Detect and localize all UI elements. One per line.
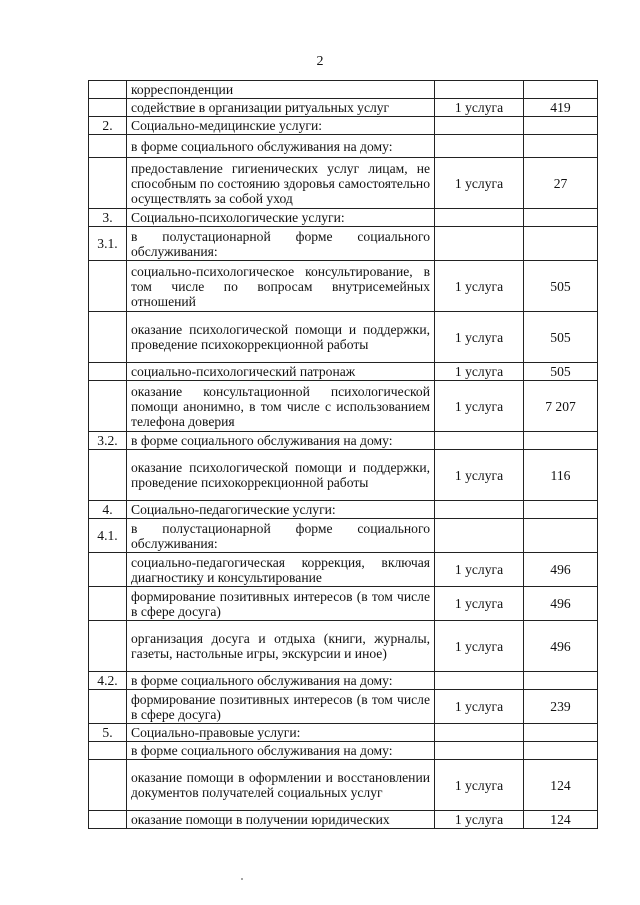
- unit-of-service: [435, 501, 524, 519]
- unit-of-service: 1 услуга: [435, 450, 524, 501]
- row-number: [89, 450, 127, 501]
- service-name: оказание психологической помощи и поддержки, проведение психокоррекционной работы: [127, 312, 435, 363]
- service-name: в форме социального обслуживания на дому:: [127, 672, 435, 690]
- tariff-value: [524, 672, 598, 690]
- row-number: [89, 760, 127, 811]
- page-number: 2: [316, 54, 324, 69]
- table-row: [89, 450, 598, 501]
- service-name: Социально-педагогические услуги:: [127, 501, 435, 519]
- tariff-value: 116: [524, 450, 598, 501]
- services-table: [88, 80, 598, 829]
- tariff-value: 505: [524, 261, 598, 312]
- service-name: содействие в организации ритуальных услуг: [127, 99, 435, 117]
- table-row: [89, 227, 598, 261]
- service-name: в форме социального обслуживания на дому:: [127, 742, 435, 760]
- service-name: в форме социального обслуживания на дому:: [127, 135, 435, 158]
- table-row: [89, 501, 598, 519]
- tariff-value: [524, 432, 598, 450]
- table-row: [89, 99, 598, 117]
- unit-of-service: [435, 227, 524, 261]
- tariff-value: [524, 81, 598, 99]
- row-number: [89, 363, 127, 381]
- row-number: [89, 587, 127, 621]
- row-number: 3.: [89, 209, 127, 227]
- table-row: [89, 432, 598, 450]
- unit-of-service: [435, 209, 524, 227]
- unit-of-service: [435, 742, 524, 760]
- table-row: [89, 158, 598, 209]
- unit-of-service: 1 услуга: [435, 811, 524, 829]
- table-row: [89, 690, 598, 724]
- tariff-value: [524, 742, 598, 760]
- row-number: 5.: [89, 724, 127, 742]
- row-number: [89, 135, 127, 158]
- unit-of-service: 1 услуга: [435, 363, 524, 381]
- tariff-value: 496: [524, 587, 598, 621]
- tariff-value: [524, 209, 598, 227]
- table-row: [89, 135, 598, 158]
- row-number: [89, 158, 127, 209]
- row-number: 4.1.: [89, 519, 127, 553]
- service-name: Социально-медицинские услуги:: [127, 117, 435, 135]
- unit-of-service: 1 услуга: [435, 312, 524, 363]
- tariff-value: 124: [524, 760, 598, 811]
- service-name: организация досуга и отдыха (книги, журналы, газеты, настольные игры, экскурсии и иное): [127, 621, 435, 672]
- row-number: 3.2.: [89, 432, 127, 450]
- service-name: в форме социального обслуживания на дому:: [127, 432, 435, 450]
- service-name: социально-психологический патронаж: [127, 363, 435, 381]
- service-name: Социально-психологические услуги:: [127, 209, 435, 227]
- table-row: [89, 81, 598, 99]
- unit-of-service: [435, 432, 524, 450]
- table-row: [89, 811, 598, 829]
- service-name: оказание помощи в получении юридических: [127, 811, 435, 829]
- row-number: 3.1.: [89, 227, 127, 261]
- service-name: оказание помощи в оформлении и восстановлении документов получателей социальных услуг: [127, 760, 435, 811]
- table-row: [89, 587, 598, 621]
- unit-of-service: 1 услуга: [435, 760, 524, 811]
- tariff-value: 419: [524, 99, 598, 117]
- tariff-value: 27: [524, 158, 598, 209]
- tariff-value: 505: [524, 363, 598, 381]
- tariff-value: 124: [524, 811, 598, 829]
- tariff-value: 239: [524, 690, 598, 724]
- row-number: [89, 381, 127, 432]
- tariff-value: [524, 135, 598, 158]
- tariff-value: 505: [524, 312, 598, 363]
- table-row: [89, 742, 598, 760]
- service-name: социально-психологическое консультирование, в том числе по вопросам внутрисемейных отношений: [127, 261, 435, 312]
- service-name: предоставление гигиенических услуг лицам, не способным по состоянию здоровья самостоятельно осуществлять за собой уход: [127, 158, 435, 209]
- unit-of-service: 1 услуга: [435, 553, 524, 587]
- row-number: [89, 742, 127, 760]
- service-name: в полустационарной форме социального обслуживания:: [127, 227, 435, 261]
- service-name: социально-педагогическая коррекция, включая диагностику и консультирование: [127, 553, 435, 587]
- service-name: корреспонденции: [127, 81, 435, 99]
- table-row: [89, 760, 598, 811]
- service-name: формирование позитивных интересов (в том числе в сфере досуга): [127, 587, 435, 621]
- scan-speck: [241, 878, 243, 880]
- unit-of-service: 1 услуга: [435, 99, 524, 117]
- table-row: [89, 261, 598, 312]
- table-row: [89, 553, 598, 587]
- table-row: [89, 672, 598, 690]
- tariff-value: 7 207: [524, 381, 598, 432]
- tariff-value: 496: [524, 553, 598, 587]
- service-name: в полустационарной форме социального обслуживания:: [127, 519, 435, 553]
- unit-of-service: 1 услуга: [435, 381, 524, 432]
- table-row: [89, 312, 598, 363]
- tariff-value: [524, 117, 598, 135]
- unit-of-service: [435, 81, 524, 99]
- service-name: Социально-правовые услуги:: [127, 724, 435, 742]
- unit-of-service: [435, 724, 524, 742]
- row-number: 2.: [89, 117, 127, 135]
- table-row: [89, 117, 598, 135]
- row-number: [89, 553, 127, 587]
- row-number: [89, 690, 127, 724]
- service-name: оказание консультационной психологической помощи анонимно, в том числе с использованием телефона доверия: [127, 381, 435, 432]
- row-number: [89, 811, 127, 829]
- row-number: [89, 81, 127, 99]
- row-number: [89, 621, 127, 672]
- unit-of-service: [435, 519, 524, 553]
- tariff-value: [524, 501, 598, 519]
- tariff-value: 496: [524, 621, 598, 672]
- row-number: [89, 312, 127, 363]
- tariff-value: [524, 519, 598, 553]
- unit-of-service: [435, 117, 524, 135]
- unit-of-service: 1 услуга: [435, 690, 524, 724]
- table-row: [89, 363, 598, 381]
- table-row: [89, 209, 598, 227]
- row-number: 4.2.: [89, 672, 127, 690]
- row-number: 4.: [89, 501, 127, 519]
- unit-of-service: 1 услуга: [435, 158, 524, 209]
- tariff-value: [524, 227, 598, 261]
- unit-of-service: 1 услуга: [435, 621, 524, 672]
- table-row: [89, 381, 598, 432]
- unit-of-service: [435, 135, 524, 158]
- service-name: оказание психологической помощи и поддержки, проведение психокоррекционной работы: [127, 450, 435, 501]
- table-row: [89, 519, 598, 553]
- table-row: [89, 621, 598, 672]
- unit-of-service: [435, 672, 524, 690]
- table-row: [89, 724, 598, 742]
- row-number: [89, 99, 127, 117]
- row-number: [89, 261, 127, 312]
- service-name: формирование позитивных интересов (в том числе в сфере досуга): [127, 690, 435, 724]
- unit-of-service: 1 услуга: [435, 587, 524, 621]
- tariff-value: [524, 724, 598, 742]
- unit-of-service: 1 услуга: [435, 261, 524, 312]
